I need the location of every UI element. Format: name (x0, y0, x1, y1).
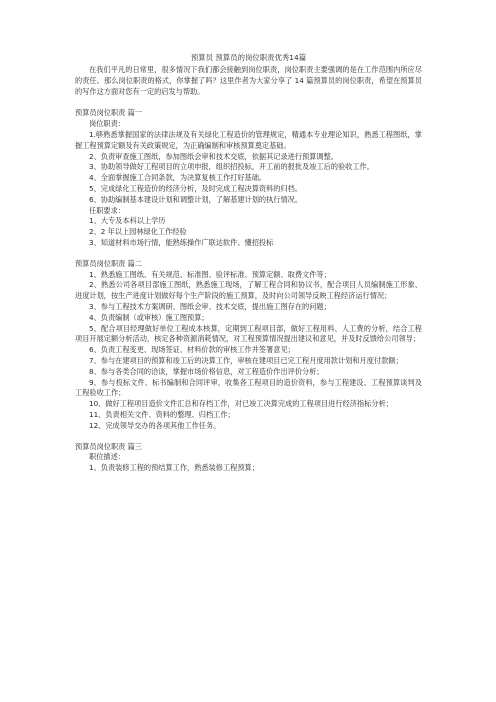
body-line: 4、全面掌握施工合同条款，为决算复核工作打好基础。 (89, 173, 267, 183)
body-line: 10、做好工程项目造价文件汇总和存档工作，对已竣工决算完成的工程项目进行经济指标分析； (89, 399, 393, 409)
body-line: 3、协助领导做好工程项目的立项申报，组织招投标，开工前的报批及竣工后的验收工作。 (89, 162, 374, 172)
document-page (75, 52, 422, 474)
body-line: 2、熟悉公司各项目部施工图纸，熟悉施工现场，了解工程合同和协议书，配合项目人员编制施工形象、进度计划，按生产进度计划做好每个生产阶段的施工预算，及时向公司领导反映工程经济运行情况； (75, 280, 422, 301)
body-line: 1、熟悉施工图纸、有关规范、标准图、验评标准、预算定额、取费文件等； (89, 269, 331, 279)
body-line: 11、负责相关文件、资料的整理、归档工作； (89, 409, 235, 419)
section-heading: 预算员岗位职责 篇三 (75, 441, 142, 451)
body-line: 9、参与投标文件、标书编制和合同评审，收集各工程项目的造价资料，参与工程建设、工程预算谈判及工程验收工作； (75, 377, 422, 398)
body-line: 3、参与工程技术方案调研、图纸会审、技术交底，提出施工图存在的问题； (89, 301, 331, 311)
body-line: 8、参与各类合同的洽谈，掌握市场价格信息，对工程造价作出评价分析； (89, 366, 324, 376)
body-line: 职位描述： (89, 452, 125, 462)
body-line: 5、完成绿化工程造价的经济分析，及时完成工程决算资料的归档。 (89, 183, 303, 193)
body-line: 7、参与在建项目的预算和竣工后的决算工作，审核在建项目已完工程月度用款计划和月度付款额； (89, 355, 403, 365)
section-heading: 预算员岗位职责 篇二 (75, 258, 142, 268)
body-line: 6、协助编制基本建设计划和调整计划，了解基建计划的执行情况。 (89, 194, 303, 204)
section-heading: 预算员岗位职责 篇一 (75, 108, 142, 118)
body-line: 4、负责编制（或审核）施工图预算； (89, 312, 209, 322)
section-2 (75, 259, 422, 432)
document-title: 预算员 预算员的岗位职责优秀14篇 (190, 53, 307, 62)
body-line: 1、大专及本科以上学历 (89, 216, 166, 226)
body-line: 5、配合项目经理做好单位工程成本核算，定期到工程项目部，做好工程用料、人工费的分析，结合工程项目开展定额分析活动，核定各种资源消耗情况，对工程预算情况提出建议和意见，并及时反馈给公司领导； (75, 323, 422, 344)
intro-paragraph: 在我们平凡的日常里，很多情况下我们都会接触到岗位职责，岗位职责主要强调的是在工作范围内所应尽的责任。那么岗位职责的格式，你掌握了吗？这里作者为大家分享了 14 篇预算员的岗位职责，希望在预算员的写作这方面对您有一定的启发与帮助。 (75, 65, 422, 96)
body-line: 3、知道材料市场行情，能熟练操作广联达软件、懂招投标 (89, 237, 274, 247)
body-line: 岗位职责： (89, 119, 125, 129)
section-1 (75, 108, 422, 248)
body-line: 6、负责工程变更、现场签证、材料价款的审核工作并签署意见； (89, 345, 295, 355)
body-line: 12、完成领导交办的各项其他工作任务。 (89, 420, 221, 430)
section-3 (75, 442, 422, 474)
body-line: 任职要求： (89, 205, 125, 215)
body-line: 1.够熟悉掌握国家的法律法规及有关绿化工程造价的管理规定，精通本专业理论知识，熟悉工程图纸，掌握工程预算定额及有关政策规定，为正确编制和审核预算奠定基础。 (75, 129, 422, 150)
body-line: 1、负责装修工程的预结算工作，熟悉装修工程预算； (89, 463, 259, 473)
body-line: 2、2 年以上园林绿化工作经验 (89, 227, 187, 237)
body-line: 2、负责审查施工图纸，参加图纸会审和技术交底，依据其记录进行预算调整。 (89, 151, 338, 161)
